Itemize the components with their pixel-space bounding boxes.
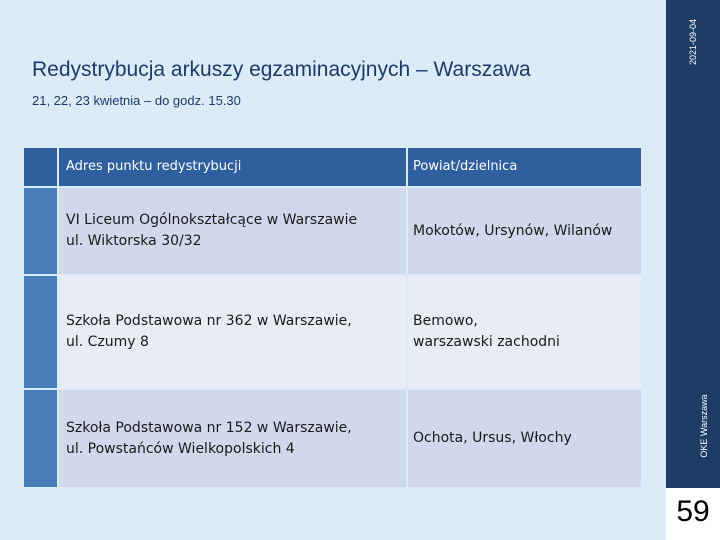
slide-subtitle: 21, 22, 23 kwietnia – do godz. 15.30 (32, 93, 241, 108)
side-band (666, 0, 720, 540)
district-text: warszawski zachodni (413, 334, 560, 350)
district-text: Mokotów, Ursynów, Wilanów (413, 222, 613, 239)
district-text: Ochota, Ursus, Włochy (413, 430, 572, 446)
address-street: ul. Powstańców Wielkopolskich 4 (66, 440, 295, 457)
address-name: VI Liceum Ogólnokształcące w Warszawie (66, 212, 358, 228)
address-street: ul. Czumy 8 (66, 334, 149, 350)
table-row (24, 390, 641, 487)
slide-date: 2021-09-04 (688, 18, 698, 66)
address-name: Szkoła Podstawowa nr 152 w Warszawie, (66, 419, 352, 436)
column-header-district: Powiat/dzielnica (408, 148, 641, 186)
district-cell (408, 276, 641, 388)
address-cell (59, 390, 406, 487)
address-cell (59, 276, 406, 388)
address-name: Szkoła Podstawowa nr 362 w Warszawie, (66, 313, 352, 329)
district-text: Bemowo, (413, 313, 478, 329)
district-cell (408, 188, 641, 274)
table-row (24, 276, 641, 388)
column-header-address: Adres punktu redystrybucji (59, 148, 406, 186)
district-cell (408, 390, 641, 487)
address-street: ul. Wiktorska 30/32 (66, 233, 202, 249)
page-number: 59 (676, 495, 710, 528)
table-row (24, 188, 641, 274)
row-index-cell (24, 390, 57, 487)
row-index-cell (24, 276, 57, 388)
table-header-row (24, 148, 641, 186)
index-column-header (24, 148, 57, 186)
slide-title: Redystrybucja arkuszy egzaminacyjnych – Warszawa (32, 58, 531, 81)
row-index-cell (24, 188, 57, 274)
organization-label: OKE Warszawa (699, 394, 709, 458)
address-cell (59, 188, 406, 274)
